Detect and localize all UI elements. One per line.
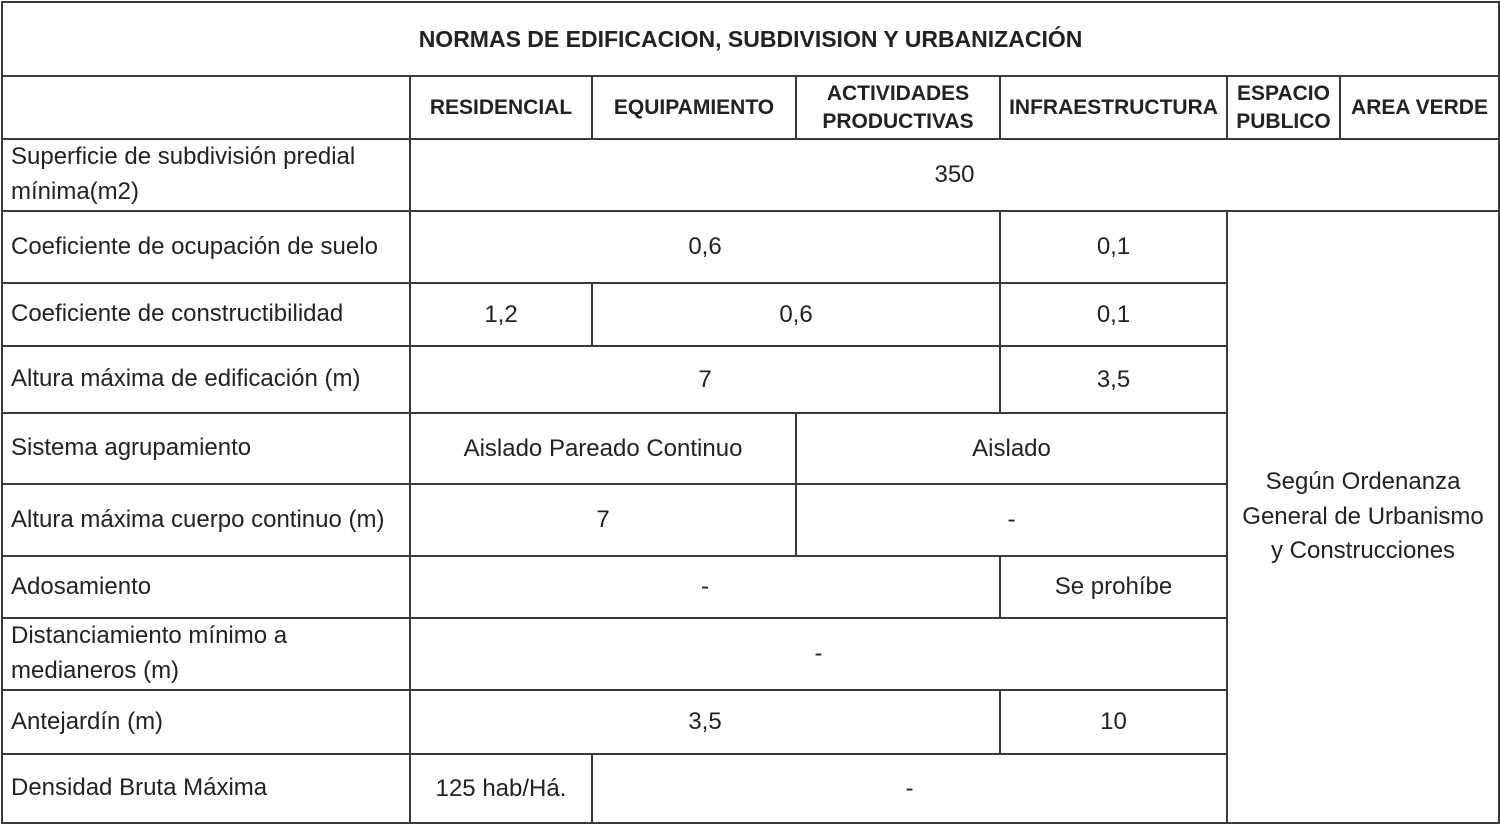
table-title: NORMAS DE EDIFICACION, SUBDIVISION Y URBANIZACIÓN [2, 2, 1499, 76]
value-superficie: 350 [410, 139, 1499, 211]
value-adosamiento-res: - [410, 556, 1000, 618]
value-constructibilidad-res: 1,2 [410, 283, 592, 346]
value-distanciamiento: - [410, 618, 1227, 690]
label-ocupacion: Coeficiente de ocupación de suelo [2, 211, 410, 283]
value-ocupacion-infra: 0,1 [1000, 211, 1227, 283]
value-constructibilidad-infra: 0,1 [1000, 283, 1227, 346]
value-altura-infra: 3,5 [1000, 346, 1227, 413]
label-cuerpo-continuo: Altura máxima cuerpo continuo (m) [2, 484, 410, 556]
header-row [2, 76, 1499, 139]
label-distanciamiento: Distanciamiento mínimo a medianeros (m) [2, 618, 410, 690]
norms-table [1, 1, 1500, 824]
label-densidad: Densidad Bruta Máxima [2, 754, 410, 823]
value-ocupacion-res: 0,6 [410, 211, 1000, 283]
value-agrupamiento-act: Aislado [796, 413, 1227, 484]
col-residencial: RESIDENCIAL [410, 76, 592, 139]
title-row [2, 2, 1499, 76]
value-agrupamiento-res: Aislado Pareado Continuo [410, 413, 796, 484]
value-adosamiento-infra: Se prohíbe [1000, 556, 1227, 618]
value-densidad-res: 125 hab/Há. [410, 754, 592, 823]
label-altura: Altura máxima de edificación (m) [2, 346, 410, 413]
value-densidad-eq: - [592, 754, 1227, 823]
col-area-verde: AREA VERDE [1340, 76, 1499, 139]
value-constructibilidad-eq: 0,6 [592, 283, 1000, 346]
row-ocupacion [2, 211, 1499, 283]
value-antejardin-res: 3,5 [410, 690, 1000, 754]
value-antejardin-infra: 10 [1000, 690, 1227, 754]
col-actividades-productivas: ACTIVIDADES PRODUCTIVAS [796, 76, 1000, 139]
label-agrupamiento: Sistema agrupamiento [2, 413, 410, 484]
col-espacio-publico: ESPACIO PUBLICO [1227, 76, 1340, 139]
ordenanza-note: Según Ordenanza General de Urbanismo y Construcciones [1227, 211, 1499, 823]
value-cuerpo-continuo-act: - [796, 484, 1227, 556]
label-superficie: Superficie de subdivisión predial mínima(m2) [2, 139, 410, 211]
col-equipamiento: EQUIPAMIENTO [592, 76, 796, 139]
col-infraestructura: INFRAESTRUCTURA [1000, 76, 1227, 139]
row-superficie [2, 139, 1499, 211]
label-adosamiento: Adosamiento [2, 556, 410, 618]
header-empty-cell [2, 76, 410, 139]
label-constructibilidad: Coeficiente de constructibilidad [2, 283, 410, 346]
value-altura-res: 7 [410, 346, 1000, 413]
label-antejardin: Antejardín (m) [2, 690, 410, 754]
value-cuerpo-continuo-res: 7 [410, 484, 796, 556]
